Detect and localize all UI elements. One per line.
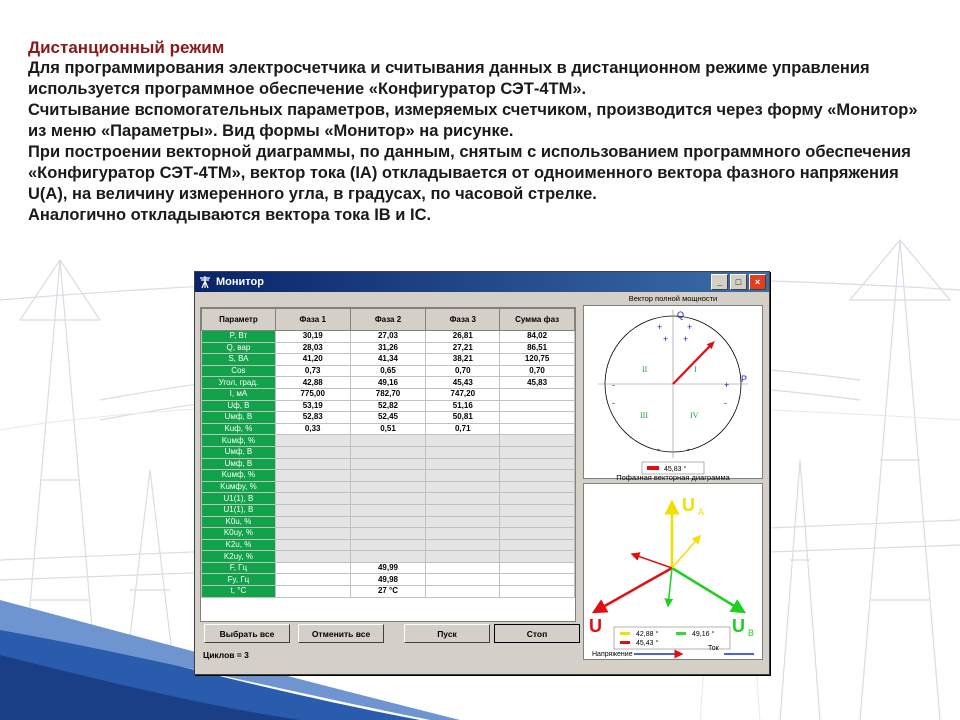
- value-cell: [350, 446, 426, 458]
- monitor-window: [194, 271, 770, 675]
- table-row[interactable]: [202, 504, 575, 516]
- power-vector: [673, 345, 711, 384]
- value-cell: 0,70: [500, 365, 575, 377]
- svg-text:-: -: [612, 398, 615, 408]
- value-cell: 747,20: [426, 388, 500, 400]
- legend-value-b: 49,16 °: [692, 631, 715, 638]
- value-cell: 27 °C: [350, 586, 426, 598]
- cycles-counter: Циклов = 3: [203, 650, 249, 660]
- parameter-name-cell: Uмф, В: [202, 446, 276, 458]
- value-cell: [426, 446, 500, 458]
- value-cell: 51,16: [426, 400, 500, 412]
- parameter-name-cell: U1(1), В: [202, 493, 276, 505]
- value-cell: 0,33: [275, 423, 350, 435]
- value-cell: [275, 458, 350, 470]
- value-cell: [500, 458, 575, 470]
- column-header[interactable]: Фаза 3: [426, 309, 500, 331]
- value-cell: [275, 446, 350, 458]
- value-cell: 49,16: [350, 377, 426, 389]
- svg-text:+: +: [687, 322, 693, 332]
- value-cell: 782,70: [350, 388, 426, 400]
- value-cell: 86,51: [500, 342, 575, 354]
- svg-text:-: -: [687, 444, 690, 454]
- value-cell: [500, 562, 575, 574]
- table-row[interactable]: [202, 551, 575, 563]
- value-cell: [500, 516, 575, 528]
- value-cell: [275, 551, 350, 563]
- value-cell: [500, 470, 575, 482]
- quadrant-label: III: [640, 411, 648, 420]
- value-cell: [350, 539, 426, 551]
- parameter-name-cell: P, Вт: [202, 331, 276, 343]
- value-cell: [500, 423, 575, 435]
- value-cell: [275, 586, 350, 598]
- svg-text:+: +: [724, 380, 730, 390]
- window-titlebar[interactable]: [195, 272, 769, 292]
- value-cell: [426, 435, 500, 447]
- label-ua: U: [682, 495, 695, 515]
- current-vector-c: [632, 554, 672, 568]
- value-cell: [500, 412, 575, 424]
- value-cell: 31,26: [350, 342, 426, 354]
- value-cell: 49,98: [350, 574, 426, 586]
- slide-text: [28, 38, 938, 226]
- value-cell: [426, 562, 500, 574]
- value-cell: 42,88: [275, 377, 350, 389]
- value-cell: [426, 539, 500, 551]
- value-cell: [500, 504, 575, 516]
- value-cell: 52,83: [275, 412, 350, 424]
- svg-text:-: -: [724, 398, 727, 408]
- voltage-vector-b: [672, 568, 744, 612]
- parameter-name-cell: K0u, %: [202, 516, 276, 528]
- select-all-button[interactable]: Выбрать все: [204, 624, 290, 643]
- legend-swatch-a: [620, 632, 630, 635]
- value-cell: 41,20: [275, 354, 350, 366]
- value-cell: [275, 435, 350, 447]
- value-cell: [500, 551, 575, 563]
- stop-button[interactable]: Стоп: [494, 624, 580, 643]
- value-cell: 49,99: [350, 562, 426, 574]
- table-row[interactable]: [202, 354, 575, 366]
- table-row[interactable]: [202, 574, 575, 586]
- value-cell: 26,81: [426, 331, 500, 343]
- parameters-table-container[interactable]: [200, 307, 576, 622]
- parameter-name-cell: F, Гц: [202, 562, 276, 574]
- value-cell: [275, 481, 350, 493]
- value-cell: 52,45: [350, 412, 426, 424]
- quadrant-label: IV: [690, 411, 699, 420]
- value-cell: 53,19: [275, 400, 350, 412]
- table-row[interactable]: [202, 562, 575, 574]
- value-cell: 38,21: [426, 354, 500, 366]
- quadrant-label: II: [642, 365, 648, 374]
- legend-swatch-c: [620, 641, 630, 644]
- slide-heading: Дистанционный режим: [28, 38, 225, 57]
- value-cell: [350, 493, 426, 505]
- value-cell: [426, 470, 500, 482]
- value-cell: [426, 493, 500, 505]
- voltage-vector-c: [594, 568, 672, 612]
- svg-text:+: +: [683, 334, 689, 344]
- value-cell: [500, 528, 575, 540]
- parameter-name-cell: Q, вар: [202, 342, 276, 354]
- value-cell: 45,83: [500, 377, 575, 389]
- value-cell: [275, 516, 350, 528]
- value-cell: 775,00: [275, 388, 350, 400]
- value-cell: 0,71: [426, 423, 500, 435]
- svg-text:+: +: [657, 322, 663, 332]
- axis-p-label: P: [741, 374, 748, 384]
- parameter-name-cell: K2u, %: [202, 539, 276, 551]
- table-row[interactable]: [202, 458, 575, 470]
- phase-vector-diagram: [584, 484, 762, 659]
- column-header[interactable]: Сумма фаз: [500, 309, 575, 331]
- value-cell: 52,82: [350, 400, 426, 412]
- power-legend-value: 45,83 °: [664, 466, 687, 473]
- value-cell: [426, 551, 500, 563]
- value-cell: [426, 504, 500, 516]
- label-ub: U: [732, 616, 745, 636]
- value-cell: 41,34: [350, 354, 426, 366]
- value-cell: [426, 516, 500, 528]
- quadrant-sign-marks: [612, 322, 729, 454]
- parameter-name-cell: Cos: [202, 365, 276, 377]
- value-cell: 0,73: [275, 365, 350, 377]
- power-vector-diagram: [584, 306, 762, 478]
- value-cell: [350, 551, 426, 563]
- value-cell: [500, 539, 575, 551]
- column-header[interactable]: Фаза 1: [275, 309, 350, 331]
- table-row[interactable]: [202, 446, 575, 458]
- table-row[interactable]: [202, 516, 575, 528]
- parameter-name-cell: I, мА: [202, 388, 276, 400]
- table-row[interactable]: [202, 539, 575, 551]
- parameter-name-cell: Uмф, В: [202, 412, 276, 424]
- paragraph-4: Аналогично откладываются вектора тока IB и IC.: [28, 206, 432, 224]
- close-button[interactable]: ×: [749, 274, 766, 290]
- axis-q-label: Q: [677, 310, 685, 320]
- table-row[interactable]: [202, 377, 575, 389]
- value-cell: [275, 470, 350, 482]
- paragraph-1: Для программирования электросчетчика и считывания данных в дистанционном режиме управления используется программное обеспечение «Конфигуратор СЭТ-4ТМ».: [28, 59, 870, 98]
- maximize-button[interactable]: □: [730, 274, 747, 290]
- footer-current-label: Ток: [708, 645, 719, 652]
- value-cell: 50,81: [426, 412, 500, 424]
- table-row[interactable]: [202, 365, 575, 377]
- table-row[interactable]: [202, 493, 575, 505]
- value-cell: [275, 539, 350, 551]
- value-cell: 45,43: [426, 377, 500, 389]
- parameter-name-cell: S, ВА: [202, 354, 276, 366]
- value-cell: [426, 586, 500, 598]
- value-cell: 120,75: [500, 354, 575, 366]
- legend-swatch-b: [676, 632, 686, 635]
- value-cell: [426, 528, 500, 540]
- value-cell: 27,21: [426, 342, 500, 354]
- table-row[interactable]: [202, 342, 575, 354]
- value-cell: [426, 481, 500, 493]
- parameter-name-cell: Угол, град.: [202, 377, 276, 389]
- table-row[interactable]: [202, 388, 575, 400]
- value-cell: [426, 458, 500, 470]
- paragraph-3: При построении векторной диаграммы, по данным, снятым с использованием программного обеспечения «Конфигуратор СЭТ-4ТМ», вектор тока (IA) откладывается от одноименного вектора фазного напряжения U(A), на величину измеренного угла, в градусах, по часовой стрелке.: [28, 143, 911, 203]
- label-ua-sub: A: [698, 507, 705, 517]
- paragraph-2: Считывание вспомогательных параметров, измеряемых счетчиком, производится через форму «Монитор» из меню «Параметры». Вид формы «Монитор» на рисунке.: [28, 101, 918, 140]
- value-cell: 0,65: [350, 365, 426, 377]
- value-cell: [500, 493, 575, 505]
- minimize-button[interactable]: _: [711, 274, 728, 290]
- parameter-name-cell: Kuмфу, %: [202, 481, 276, 493]
- parameter-name-cell: Uмф, В: [202, 458, 276, 470]
- table-row[interactable]: [202, 331, 575, 343]
- value-cell: [275, 574, 350, 586]
- deselect-all-button[interactable]: Отменить все: [298, 624, 384, 643]
- value-cell: [275, 528, 350, 540]
- table-row[interactable]: [202, 481, 575, 493]
- table-row[interactable]: [202, 423, 575, 435]
- value-cell: [350, 528, 426, 540]
- value-cell: [350, 470, 426, 482]
- value-cell: [350, 481, 426, 493]
- value-cell: 0,70: [426, 365, 500, 377]
- phase-panel-title: Пофазная векторная диаграмма: [616, 473, 730, 482]
- footer-voltage-label: Напряжение: [592, 651, 633, 658]
- label-ub-sub: B: [748, 628, 755, 638]
- value-cell: [275, 493, 350, 505]
- value-cell: [426, 574, 500, 586]
- value-cell: [500, 446, 575, 458]
- power-vector-panel: [583, 305, 763, 479]
- power-legend-swatch: [647, 466, 659, 470]
- parameter-name-cell: K2uy, %: [202, 551, 276, 563]
- parameter-name-cell: K0uy, %: [202, 528, 276, 540]
- current-vector-a: [672, 536, 700, 568]
- value-cell: [500, 481, 575, 493]
- value-cell: [500, 388, 575, 400]
- table-row[interactable]: [202, 400, 575, 412]
- value-cell: [500, 574, 575, 586]
- value-cell: 0,51: [350, 423, 426, 435]
- parameter-name-cell: Kuмф, %: [202, 470, 276, 482]
- parameter-name-cell: Kuф, %: [202, 423, 276, 435]
- value-cell: 28,03: [275, 342, 350, 354]
- power-panel-title: Вектор полной мощности: [628, 294, 718, 303]
- parameter-name-cell: Kuмф, %: [202, 435, 276, 447]
- column-header[interactable]: Параметр: [202, 309, 276, 331]
- current-vector-b: [668, 568, 672, 606]
- value-cell: 84,02: [500, 331, 575, 343]
- parameter-name-cell: Uф, В: [202, 400, 276, 412]
- table-row[interactable]: [202, 586, 575, 598]
- table-row[interactable]: [202, 470, 575, 482]
- legend-value-c: 45,43 °: [636, 640, 659, 647]
- button-row: [200, 624, 578, 644]
- phase-vector-panel: [583, 483, 763, 660]
- value-cell: [500, 435, 575, 447]
- value-cell: [500, 586, 575, 598]
- table-row[interactable]: [202, 412, 575, 424]
- value-cell: [350, 504, 426, 516]
- table-row[interactable]: [202, 435, 575, 447]
- app-icon: [198, 275, 212, 289]
- start-button[interactable]: Пуск: [404, 624, 490, 643]
- parameter-name-cell: Fy, Гц: [202, 574, 276, 586]
- value-cell: [500, 400, 575, 412]
- value-cell: [350, 516, 426, 528]
- value-cell: [350, 435, 426, 447]
- svg-text:-: -: [657, 444, 660, 454]
- window-title: Монитор: [216, 276, 264, 288]
- parameter-name-cell: t, °C: [202, 586, 276, 598]
- value-cell: [275, 504, 350, 516]
- label-uc: U: [589, 616, 602, 636]
- column-header[interactable]: Фаза 2: [350, 309, 426, 331]
- table-row[interactable]: [202, 528, 575, 540]
- quadrant-label: I: [694, 365, 697, 374]
- value-cell: [275, 562, 350, 574]
- value-cell: 30,19: [275, 331, 350, 343]
- parameter-name-cell: U1(1), В: [202, 504, 276, 516]
- svg-text:+: +: [663, 334, 669, 344]
- value-cell: 27,03: [350, 331, 426, 343]
- svg-text:-: -: [612, 380, 615, 390]
- value-cell: [350, 458, 426, 470]
- parameters-table: [201, 308, 575, 598]
- legend-value-a: 42,88 °: [636, 631, 659, 638]
